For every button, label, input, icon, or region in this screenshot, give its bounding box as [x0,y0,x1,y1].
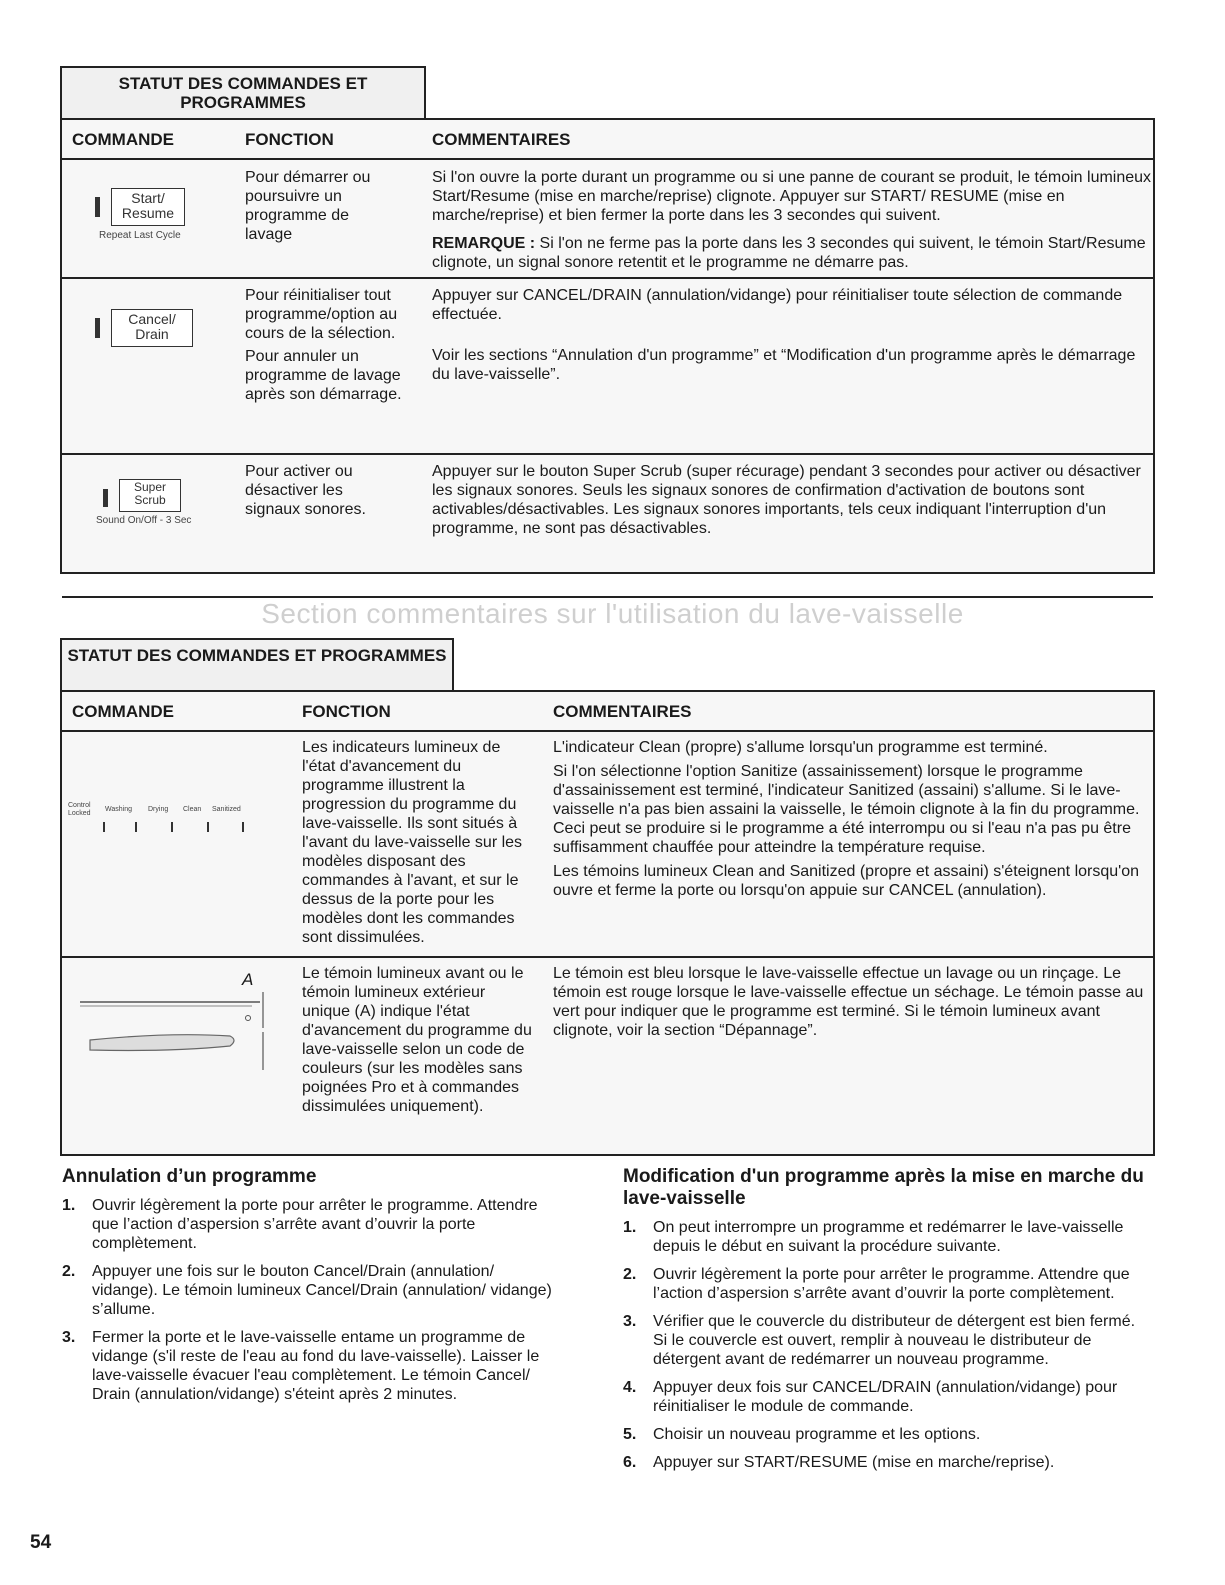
list-item [623,1453,1153,1472]
note-label: REMARQUE : [432,235,536,252]
modification-heading: Modification d'un programme après la mise en marche du lave-vaisselle [623,1166,1144,1209]
step-number: 1. [623,1219,637,1236]
indicator-bar-icon [103,489,108,507]
step-number: 3. [62,1329,76,1346]
table2-header-divider [62,730,1153,732]
step-text: Appuyer sur START/RESUME (mise en marche/reprise). [653,1454,1055,1471]
table1-title [60,66,426,118]
commentaires-cell: Le témoin est bleu lorsque le lave-vaisselle effectue un lavage ou un rinçage. Le témoin est rouge lorsque le lave-vaisselle effectue un séchage. Le témoin passe au vert pour indiquer que le programme est terminé. Si le témoin lumineux avant clignote, voir la section “Dépannage”. [553,965,1144,1039]
list-item [623,1218,1153,1256]
list-item [623,1265,1153,1303]
list-item [62,1262,562,1319]
row-divider [62,277,1153,279]
front-light-door-icon [80,992,270,1072]
step-text: Appuyer une fois sur le bouton Cancel/Drain (annulation/ vidange). Le témoin lumineux Cancel/Drain (annulation/ vidange) s’allume. [92,1263,552,1318]
table2-header-commande: COMMANDE [72,702,174,721]
table1 [60,118,1155,574]
start-resume-button: Start/ Resume [111,188,185,226]
comment-text: Les témoins lumineux Clean and Sanitized (propre et assaini) s'éteignent lorsqu'on ouvre et ferme la porte ou lorsqu'on appuie sur CANCEL (annulation). [553,863,1139,899]
fonction-cell: Pour démarrer ou poursuivre un programme de lavage [245,169,371,243]
indicator-bar-icon [95,318,100,338]
indicator-label-drying: Drying [148,806,169,813]
indicator-label-sanitized: Sanitized [212,806,241,813]
step-text: Vérifier que le couvercle du distributeur de détergent est bien fermé. Si le couvercle est ouvert, remplir à nouveau le distributeur de détergent avant de redémarrer un nouveau programme. [653,1313,1136,1368]
comment-text: Si l'on ouvre la porte durant un programme ou si une panne de courant se produit, le témoin lumineux Start/Resume (mise en marche/reprise) clignote. Appuyer sur START/ RESUME (mise en marche/reprise) et bien fermer la porte dans les 3 secondes qui suivent. [432,169,1152,224]
page-number: 54 [30,1532,52,1553]
step-text: Ouvrir légèrement la porte pour arrêter le programme. Attendre que l’action d’aspersion s’arrête avant d’ouvrir la porte complètement. [653,1266,1130,1302]
step-text: Ouvrir légèrement la porte pour arrêter le programme. Attendre que l’action d’aspersion s’arrête avant d’ouvrir la porte complètement. [92,1197,538,1252]
row-divider [62,453,1153,455]
note-text [432,234,1152,272]
step-number: 6. [623,1454,637,1471]
indicator-light-icon [242,822,244,832]
commentaires-cell [432,286,1152,393]
cancel-drain-button: Cancel/ Drain [111,309,193,347]
table1-title-text: STATUT DES COMMANDES ET PROGRAMMES [118,74,368,112]
step-text: On peut interrompre un programme et redémarrer le lave-vaisselle depuis le début en suivant la procédure suivante. [653,1219,1124,1255]
super-scrub-button: Super Scrub [119,479,181,512]
indicator-label-control-locked: Control Locked [68,802,91,817]
modification-steps [623,1218,1153,1481]
list-item [623,1425,1153,1444]
note-body: Si l'on ne ferme pas la porte dans les 3 secondes qui suivent, le témoin Start/Resume clignote, un signal sonore retentit et le programme ne démarre pas. [432,235,1146,271]
comment-text: Si l'on sélectionne l'option Sanitize (assainissement) lorsque le programme d'assainissement est terminé, l'indicateur Sanitized (assaini) s'allume. Si le lave-vaisselle n'a pas bien assaini la vaisselle, le témoin clignote à la fin du programme. Ceci peut se produire si le programme a été interrompu ou si l'eau n'a pas pu être suffisamment chauffée pour atteindre la température requise. [553,763,1140,856]
table1-header-fonction: FONCTION [245,130,334,149]
comment-text: Voir les sections “Annulation d'un programme” et “Modification d'un programme après le démarrage du lave-vaisselle”. [432,347,1136,383]
step-number: 2. [623,1266,637,1283]
step-number: 4. [623,1379,637,1396]
row-divider [62,956,1153,958]
step-text: Choisir un nouveau programme et les options. [653,1426,981,1443]
indicator-bar-icon [95,197,100,217]
indicator-light-icon [103,822,105,832]
fonction-cell: Le témoin lumineux avant ou le témoin lumineux extérieur unique (A) indique l'état d'avancement du programme du lave-vaisselle selon un code de couleurs (sur les modèles sans poignées Pro et à commandes dissimulées uniquement). [302,965,532,1115]
list-item [62,1328,562,1404]
indicator-label-clean: Clean [183,806,202,813]
step-number: 2. [62,1263,76,1280]
table2-header-fonction: FONCTION [302,702,391,721]
commentaires-cell [432,168,1152,281]
table1-header-commentaires: COMMENTAIRES [432,130,571,149]
table1-header-divider [62,158,1153,160]
comment-text: Appuyer sur CANCEL/DRAIN (annulation/vidange) pour réinitialiser toute sélection de commande effectuée. [432,287,1123,323]
fonction-cell: Pour activer ou désactiver les signaux sonores. [245,463,366,518]
fonction-text: Pour réinitialiser tout programme/option au cours de la sélection. [245,287,398,342]
step-number: 1. [62,1197,76,1214]
annulation-steps [62,1196,562,1413]
callout-label: A [242,970,254,989]
step-number: 5. [623,1426,637,1443]
step-text: Fermer la porte et le lave-vaisselle entame un programme de vidange (s'il reste de l'eau au fond du lave-vaisselle). Laisser le lave-vaisselle évacuer l'eau complètement. Le témoin Cancel/ Drain (annulation/vidange) s'éteint après 2 minutes. [92,1329,540,1403]
indicator-light-icon [171,822,173,832]
commentaires-cell [553,738,1148,909]
table2-title [60,638,454,690]
table2-header-commentaires: COMMENTAIRES [553,702,692,721]
list-item [62,1196,562,1253]
fonction-cell: Les indicateurs lumineux de l'état d'avancement du programme illustrent la progression du programme du lave-vaisselle. Ils sont situés à l'avant du lave-vaisselle sur les modèles disposant des commandes à l'avant, et sur le dessus de la porte pour les modèles dont les commandes sont dissimulées. [302,739,523,946]
list-item [623,1378,1153,1416]
step-text: Appuyer deux fois sur CANCEL/DRAIN (annulation/vidange) pour réinitialiser le module de commande. [653,1379,1118,1415]
indicator-label-washing: Washing [105,806,132,813]
list-item [623,1312,1153,1369]
fonction-text: Pour annuler un programme de lavage après son démarrage. [245,348,402,403]
comment-text: L'indicateur Clean (propre) s'allume lorsqu'un programme est terminé. [553,739,1048,756]
indicator-light-icon [207,822,209,832]
section-title: Section commentaires sur l'utilisation du lave-vaisselle [261,598,964,629]
step-number: 3. [623,1313,637,1330]
table1-header-commande: COMMANDE [72,130,174,149]
sound-on-off-caption: Sound On/Off - 3 Sec [96,515,192,526]
table2 [60,690,1155,1156]
repeat-last-cycle-caption: Repeat Last Cycle [99,230,181,241]
fonction-cell [245,286,415,413]
annulation-heading: Annulation d’un programme [62,1166,317,1187]
commentaires-cell: Appuyer sur le bouton Super Scrub (super récurage) pendant 3 secondes pour activer ou désactiver les signaux sonores. Seuls les signaux sonores de confirmation d'activation de boutons sont activables/désactivables. Les signaux sonores importants, tels ceux indiquant l'interruption d'un programme, ne sont pas désactivables. [432,463,1141,537]
table2-title-text: STATUT DES COMMANDES ET PROGRAMMES [67,646,447,665]
indicator-light-icon [135,822,137,832]
